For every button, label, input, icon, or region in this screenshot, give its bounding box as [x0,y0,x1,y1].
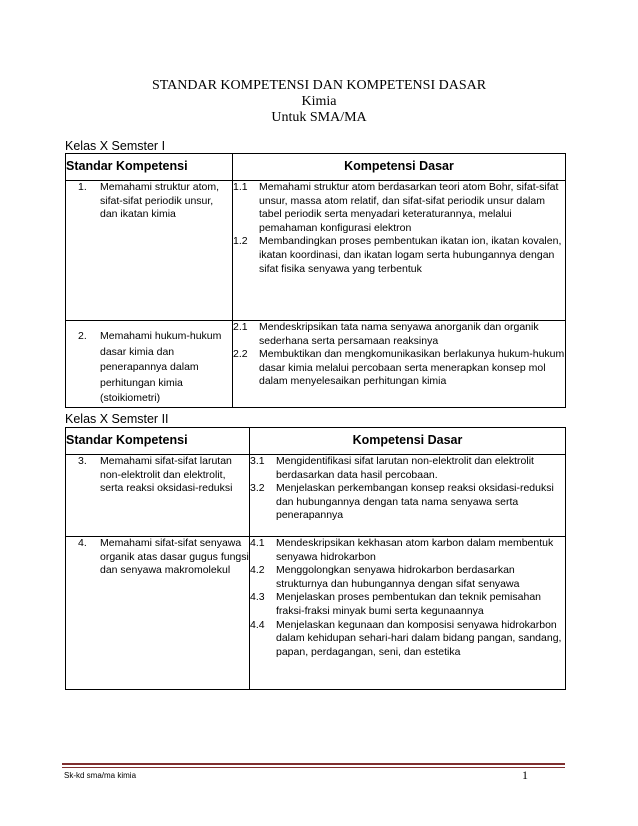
table-row [66,455,566,537]
column-header-kompetensi-dasar: Kompetensi Dasar [250,428,566,455]
kd-number: 4.1 [250,537,265,549]
competency-table-semester-1 [65,153,566,408]
kd-text: Menjelaskan perkembangan konsep reaksi oksidasi-reduksi dan hubungannya dengan tata nama senyawa serta penerapannya [276,482,554,522]
kd-number: 2.2 [233,348,248,361]
sk-number: 1. [78,181,87,193]
competency-table-semester-2 [65,427,566,690]
document-audience: Untuk SMA/MA [271,110,367,125]
kd-text: Membandingkan proses pembentukan ikatan ion, ikatan kovalen, ikatan koordinasi, dan ikatan logam serta hubungannya dengan sifat fisika senyawa yang terbentuk [259,235,562,275]
footer-divider [62,763,565,765]
document-title: STANDAR KOMPETENSI DAN KOMPETENSI DASAR [151,78,487,93]
kd-text: Mendeskripsikan tata nama senyawa anorganik dan organik sederhana serta persamaan reaksinya [259,321,539,347]
kd-number: 3.2 [250,482,265,495]
standar-kompetensi-cell [66,181,233,321]
kd-text: Memahami struktur atom berdasarkan teori atom Bohr, sifat-sifat unsur, massa atom relatif, dan sifat-sifat periodik unsur dalam tabel periodik serta menyadari keteraturannya, melalui pemahaman konfigurasi elektron [259,181,559,234]
sk-number: 2. [78,330,87,342]
kd-item [250,537,565,564]
page-number: 1 [522,768,528,782]
document-subject: Kimia [301,94,337,109]
kd-text: Mendeskripsikan kekhasan atom karbon dalam membentuk senyawa hidrokarbon [276,537,554,563]
kd-number: 2.1 [233,321,248,333]
kd-item [233,348,565,389]
kd-item [250,591,565,618]
kd-number: 4.2 [250,564,265,577]
kd-item [250,455,565,482]
footer-document-name: Sk-kd sma/ma kimia [64,771,137,780]
kd-text: Menjelaskan kegunaan dan komposisi senyawa hidrokarbon dalam kehidupan sehari-hari dalam bidang pangan, sandang, papan, perdagangan, seni, dan estetika [276,618,562,658]
sk-text: Memahami hukum-hukum dasar kimia dan penerapannya dalam perhitungan kimia (stoikiometri) [100,330,222,405]
kd-number: 1.2 [233,235,248,248]
standar-kompetensi-cell [66,537,250,690]
sk-number: 3. [78,455,87,467]
section-title-semester-2: Kelas X Semster II [65,412,169,426]
kd-item [233,321,565,348]
column-header-kompetensi-dasar: Kompetensi Dasar [233,154,566,181]
kd-number: 4.3 [250,591,265,604]
table-row [66,537,566,690]
kompetensi-dasar-cell [250,537,566,690]
kd-number: 1.1 [233,181,248,193]
table-row [66,321,566,408]
kd-text: Membuktikan dan mengkomunikasikan berlakunya hukum-hukum dasar kimia melalui percobaan serta menerapkan konsep mol dalam menyelesaikan perhitungan kimia [259,348,565,388]
sk-text: Memahami sifat-sifat senyawa organik atas dasar gugus fungsi dan senyawa makromolekul [100,537,249,577]
sk-text: Memahami sifat-sifat larutan non-elektrolit dan elektrolit, serta reaksi oksidasi-reduksi [100,455,233,495]
table-row [66,181,566,321]
kd-text: Menjelaskan proses pembentukan dan teknik pemisahan fraksi-fraksi minyak bumi serta kegunaannya [276,591,541,617]
table-header-row [66,428,566,455]
standar-kompetensi-cell [66,321,233,408]
kd-item [233,181,565,235]
table-header-row [66,154,566,181]
kd-item [233,235,565,276]
kd-item [250,482,565,523]
standar-kompetensi-cell [66,455,250,537]
kd-number: 3.1 [250,455,265,467]
kd-item [250,619,565,660]
sk-text: Memahami struktur atom, sifat-sifat periodik unsur, dan ikatan kimia [100,181,220,221]
kd-number: 4.4 [250,618,265,631]
section-title-semester-1: Kelas X Semster I [65,139,166,153]
kompetensi-dasar-cell [233,181,566,321]
kd-text: Menggolongkan senyawa hidrokarbon berdasarkan strukturnya dan hubungannya dengan sifat senyawa [276,564,520,590]
footer-divider-thin [62,767,565,768]
column-header-standar-kompetensi: Standar Kompetensi [66,154,233,181]
kompetensi-dasar-cell [250,455,566,537]
sk-number: 4. [78,537,87,549]
kd-item [250,564,565,591]
kd-text: Mengidentifikasi sifat larutan non-elektrolit dan elektrolit berdasarkan data hasil percobaan. [276,455,534,481]
column-header-standar-kompetensi: Standar Kompetensi [66,428,250,455]
kompetensi-dasar-cell [233,321,566,408]
